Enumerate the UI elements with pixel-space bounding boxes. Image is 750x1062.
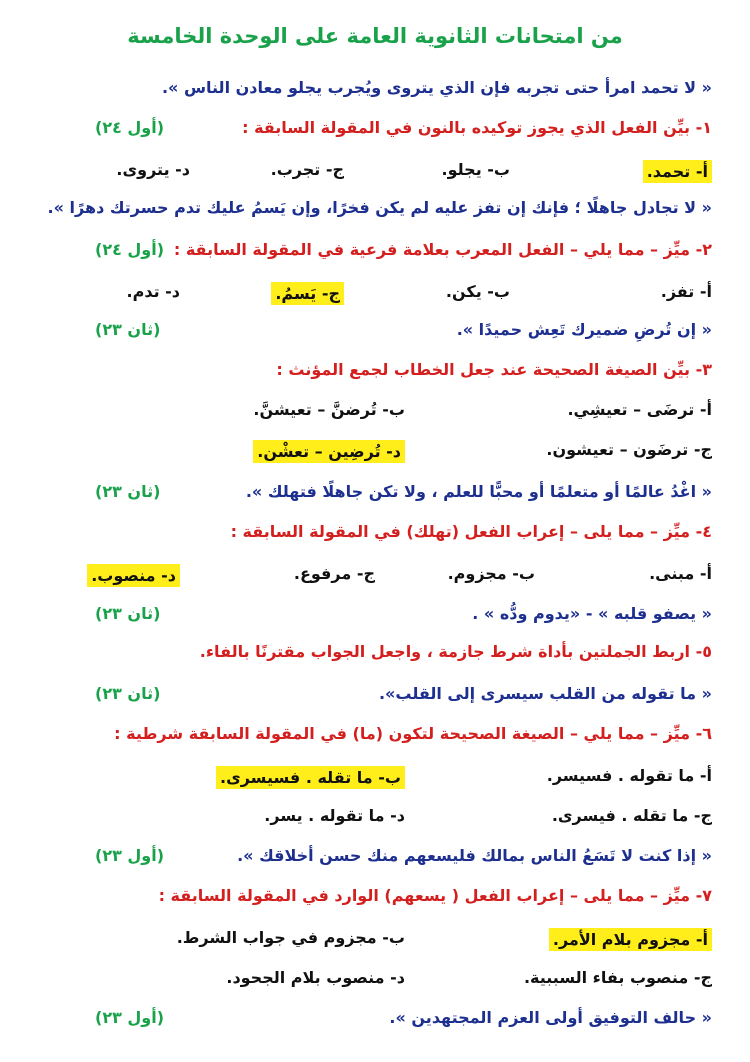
option-2d[interactable]: د- تدم.: [126, 282, 180, 301]
quote-7: « إذا كنت لا تَسَعُ الناس بمالك فليسعهم منك حسن أخلاقك ».: [237, 846, 712, 865]
source-4: (ثان ٢٣): [95, 482, 161, 501]
source-8: (أول ٢٣): [95, 1008, 165, 1027]
option-7a[interactable]: أ- مجزوم بلام الأمر.: [549, 928, 712, 951]
option-1b[interactable]: ب- يجلو.: [441, 160, 510, 179]
option-3b[interactable]: ب- تُرضنَّ – تعيشنَّ.: [253, 400, 405, 419]
option-7b[interactable]: ب- مجزوم في جواب الشرط.: [176, 928, 405, 947]
option-6a[interactable]: أ- ما تقوله . فسيسر.: [546, 766, 712, 785]
option-2a[interactable]: أ- تفز.: [660, 282, 712, 301]
quote-6: « ما تقوله من القلب سيسرى إلى القلب».: [378, 684, 712, 703]
option-6d[interactable]: د- ما تقوله . يسر.: [264, 806, 405, 825]
quote-4: « اغْدُ عالمًا أو متعلمًا أو محبًّا للعلم ، ولا تكن جاهلًا فتهلك ».: [245, 482, 712, 501]
source-5: (ثان ٢٣): [95, 604, 161, 623]
question-6: ٦- ميِّز – مما يلي – الصيغة الصحيحة لتكون (ما) في المقولة السابقة شرطية :: [114, 724, 712, 743]
source-2: (أول ٢٤): [95, 240, 165, 259]
option-4b[interactable]: ب- مجزوم.: [447, 564, 535, 583]
quote-1: « لا تحمد امرأ حتى تجربه فإن الذي يتروى ويُجرب يجلو معادن الناس ».: [161, 78, 712, 97]
option-1a[interactable]: أ- تحمد.: [643, 160, 712, 183]
option-3d[interactable]: د- تُرضِين – تعشْن.: [253, 440, 405, 463]
source-1: (أول ٢٤): [95, 118, 165, 137]
question-7: ٧- ميِّز – مما يلى – إعراب الفعل ( يسعهم) الوارد في المقولة السابقة :: [158, 886, 712, 905]
option-4d[interactable]: د- منصوب.: [87, 564, 180, 587]
quote-2: « لا تجادل جاهلًا ؛ فإنك إن تفز عليه لم يكن فخرًا، وإن يَسمُ عليك تدم حسرتك دهرًا ».: [47, 198, 712, 217]
source-3: (ثان ٢٣): [95, 320, 161, 339]
option-1d[interactable]: د- يتروى.: [116, 160, 190, 179]
question-1: ١- بيِّن الفعل الذي يجوز توكيده بالنون في المقولة السابقة :: [242, 118, 712, 137]
question-4: ٤- ميِّز – مما يلى – إعراب الفعل (تهلك) في المقولة السابقة :: [230, 522, 712, 541]
question-2: ٢- ميِّز – مما يلي – الفعل المعرب بعلامة فرعية في المقولة السابقة :: [173, 240, 712, 259]
page-title: من امتحانات الثانوية العامة على الوحدة الخامسة: [127, 24, 623, 48]
option-7c[interactable]: ج- منصوب بفاء السببية.: [523, 968, 712, 987]
question-5: ٥- اربط الجملتين بأداة شرط جازمة ، واجعل الجواب مقترنًا بالفاء.: [199, 642, 712, 661]
option-4a[interactable]: أ- مبنى.: [649, 564, 712, 583]
option-2c[interactable]: ج- يَسمُ.: [271, 282, 344, 305]
source-7: (أول ٢٣): [95, 846, 165, 865]
quote-3: « إن تُرضِ ضميرك تَعِش حميدًا ».: [456, 320, 712, 339]
quote-5: « يصفو قلبه » - «يدوم ودُّه » .: [472, 604, 712, 623]
source-6: (ثان ٢٣): [95, 684, 161, 703]
option-7d[interactable]: د- منصوب بلام الجحود.: [226, 968, 405, 987]
option-1c[interactable]: ج- تجرب.: [270, 160, 344, 179]
option-2b[interactable]: ب- يكن.: [445, 282, 510, 301]
option-3a[interactable]: أ- ترضَى – تعيشِي.: [567, 400, 712, 419]
option-4c[interactable]: ج- مرفوع.: [293, 564, 375, 583]
question-3: ٣- بيِّن الصيغة الصحيحة عند جعل الخطاب لجمع المؤنث :: [276, 360, 712, 379]
option-6b[interactable]: ب- ما تقله . فسيسرى.: [216, 766, 405, 789]
option-6c[interactable]: ج- ما تقله . فيسرى.: [551, 806, 712, 825]
quote-8: « حالف التوفيق أولى العزم المجتهدين ».: [389, 1008, 712, 1027]
option-3c[interactable]: ج- ترضَون – تعيشون.: [546, 440, 712, 459]
